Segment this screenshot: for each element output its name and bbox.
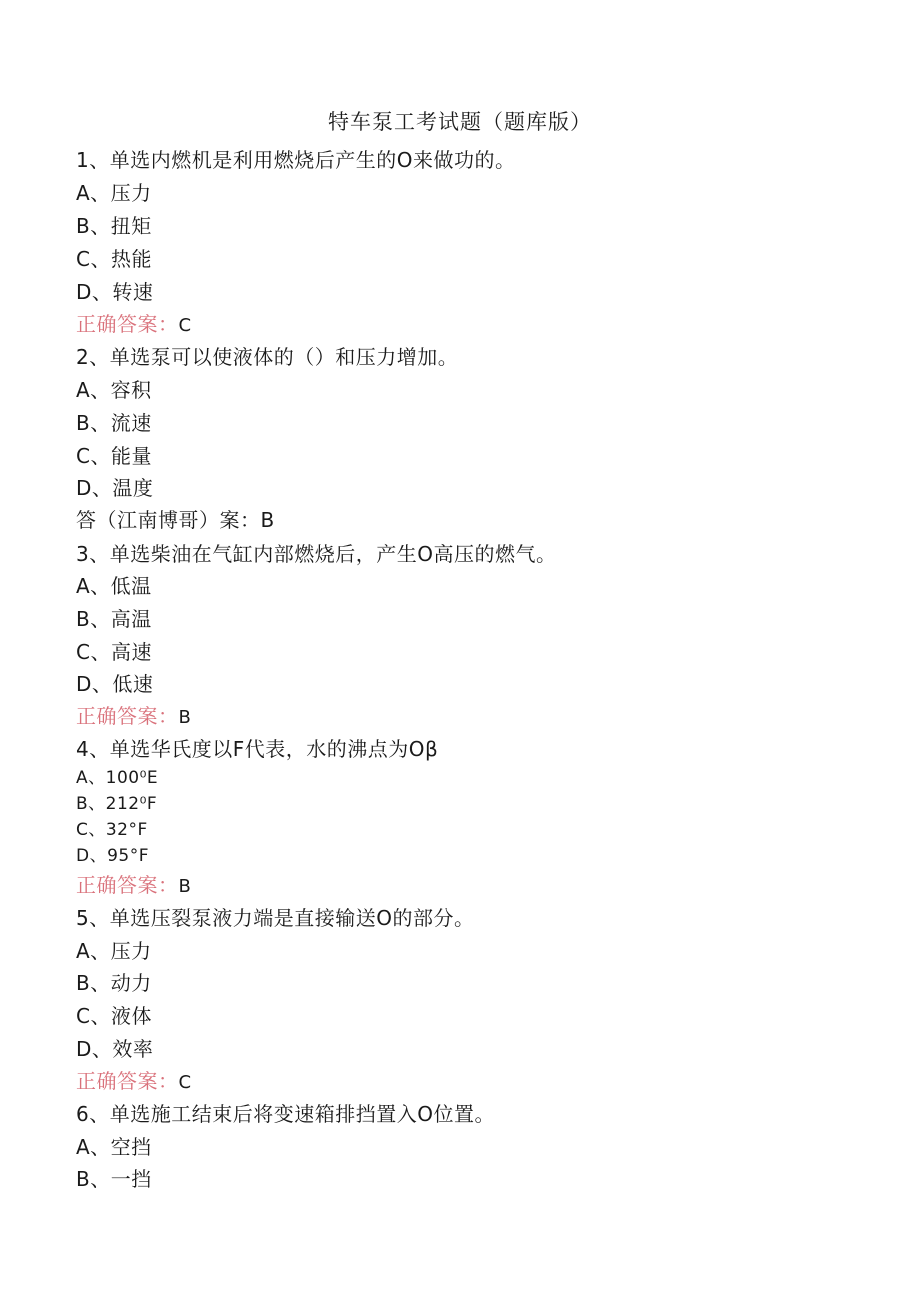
- question-3-option-c: C、高速: [76, 640, 152, 664]
- question-2-option-b: B、流速: [76, 411, 152, 435]
- question-4-option-a: A、100⁰E: [76, 768, 159, 788]
- answer-label: 正确答案：: [76, 704, 179, 728]
- answer-label: 正确答案：: [76, 873, 179, 897]
- answer-label: 正确答案：: [76, 1069, 179, 1093]
- question-4-answer: [76, 869, 191, 898]
- question-1-option-c: C、热能: [76, 247, 152, 271]
- page-title: 特车泵工考试题（题库版）: [328, 110, 592, 134]
- question-5-option-d: D、效率: [76, 1037, 154, 1061]
- answer-value: C: [178, 1072, 192, 1093]
- question-5-stem: 5、单选压裂泵液力端是直接输送O的部分。: [76, 906, 475, 930]
- question-4-option-c: C、32°F: [76, 820, 148, 840]
- question-1-option-d: D、转速: [76, 280, 154, 304]
- question-2-option-c: C、能量: [76, 444, 152, 468]
- question-2-option-d: D、温度: [76, 476, 154, 500]
- question-5-option-b: B、动力: [76, 971, 152, 995]
- answer-value: C: [178, 315, 192, 336]
- question-5-option-a: A、压力: [76, 939, 152, 963]
- question-5-answer: [76, 1065, 192, 1094]
- question-2-stem: 2、单选泵可以使液体的（）和压力增加。: [76, 345, 459, 369]
- question-4-option-d: D、95°F: [76, 846, 150, 866]
- question-2-answer: 答（江南博哥）案：B: [76, 508, 275, 532]
- question-1-stem: 1、单选内燃机是利用燃烧后产生的O来做功的。: [76, 148, 516, 172]
- question-1-answer: [76, 308, 192, 337]
- answer-label: 正确答案：: [76, 312, 179, 336]
- question-3-option-d: D、低速: [76, 672, 154, 696]
- question-6-option-a: A、空挡: [76, 1135, 152, 1159]
- question-2-option-a: A、容积: [76, 378, 152, 402]
- question-6-stem: 6、单选施工结束后将变速箱排挡置入O位置。: [76, 1102, 495, 1126]
- question-1-option-b: B、扭矩: [76, 214, 152, 238]
- answer-value: B: [178, 707, 192, 728]
- question-4-stem: 4、单选华氏度以F代表，水的沸点为Oβ: [76, 737, 439, 761]
- question-3-answer: [76, 700, 191, 729]
- question-1-option-a: A、压力: [76, 181, 152, 205]
- question-4-option-b: B、212⁰F: [76, 794, 158, 814]
- question-3-option-a: A、低温: [76, 574, 152, 598]
- question-3-option-b: B、高温: [76, 607, 152, 631]
- question-3-stem: 3、单选柴油在气缸内部燃烧后，产生O高压的燃气。: [76, 542, 557, 566]
- question-6-option-b: B、一挡: [76, 1167, 152, 1191]
- answer-value: B: [178, 876, 192, 897]
- question-5-option-c: C、液体: [76, 1004, 152, 1028]
